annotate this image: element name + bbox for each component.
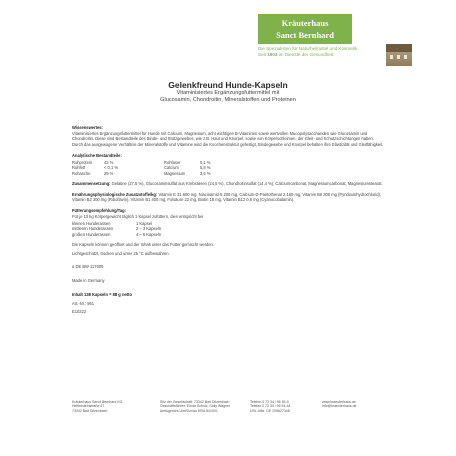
table-cell: 42 % <box>104 159 114 165</box>
building-window <box>397 55 400 59</box>
table-cell: kleinen Hunderassen <box>72 220 111 226</box>
table-cell: Rohasche <box>72 170 91 176</box>
footer-line: Kräuterhaus Sanct Bernhard KG <box>72 400 123 404</box>
table-cell: mittleren Hunderassen <box>72 226 114 232</box>
product-title: Gelenkfreund Hunde-Kapseln <box>168 80 288 90</box>
table-row <box>72 232 161 238</box>
table-row <box>72 171 210 177</box>
building-window <box>404 55 407 59</box>
table-cell: 5,8 % <box>200 165 211 171</box>
table-cell: großen Hunderassen <box>72 231 111 237</box>
analytic-table <box>72 160 210 177</box>
table-cell: Rohfaser <box>164 159 181 165</box>
slogan-line1: Die Spezialisten für Naturheilmittel und Kosmetik. <box>258 46 359 51</box>
fuetterung-table <box>72 221 161 238</box>
fuetterung-intro: Für je 10 kg Körpergewicht täglich 1 Kapsel zufüttern, dies entspricht bei <box>72 213 204 219</box>
hinweis-line: Die Kapseln können geöffnet und der Inhalt unter das Futter gemischt werden. <box>72 242 214 248</box>
zusatzstoffe-heading: Ernährungsphysiologische Zusatzstoffe/kg: <box>72 191 158 197</box>
made-in: Made in Germany <box>72 278 105 284</box>
table-cell: < 0,1 % <box>104 165 118 171</box>
brand-name-line1: Kräuterhaus <box>281 18 329 28</box>
zusammensetzung-text: Gelatine (27,5 %), Glucosaminsulfat aus Krebstieren (24,5 %), Chondroitinsulfat (14,4 %), Calciumcarbonat, Magnesiumcarbonat, Magnesiumstearat. <box>110 181 383 187</box>
table-cell: 3,6 % <box>200 170 211 176</box>
package-content: Inhalt 138 Kapseln = 88 g netto <box>72 291 132 297</box>
building-window <box>390 55 393 59</box>
slogan-service: im Dienste der Gesundheit. <box>277 51 335 57</box>
slogan-year: 1903 <box>267 51 278 57</box>
building-roof <box>386 44 412 52</box>
footer-web <box>322 400 357 409</box>
slogan-since: Seit <box>258 51 268 57</box>
table-cell: 1 Kapsel <box>136 220 152 226</box>
footer-line: Sitz der Gesellschaft: 73342 Bad Ditzenbach <box>160 400 230 404</box>
hinweis-line: Lichtgeschützt, trocken und unter 25 °C aufbewahren. <box>72 250 170 256</box>
footer-website-link[interactable]: www.kraeuterhaus.de <box>322 400 356 404</box>
fuetterung-heading: Fütterungsempfehlung/Tag: <box>72 208 127 214</box>
footer-company-info <box>160 400 230 413</box>
analytic-heading: Analytische Bestandteile: <box>72 152 122 158</box>
subtitle-line: Glucosamin, Chondroitin, Mineralstoffen und Proteinen <box>160 97 296 103</box>
footer-contact <box>250 400 290 413</box>
table-cell: Magnesium <box>164 170 186 176</box>
table-cell: 29 % <box>104 170 114 176</box>
wissenswert-heading: Wissenswertes: <box>72 125 103 130</box>
footer-line: Telefax 0 73 34 / 96 54-44 <box>250 404 291 409</box>
table-cell: Rohfett <box>72 165 86 171</box>
brand-slogan <box>258 46 388 57</box>
zusatzstoffe-paragraph <box>72 192 384 203</box>
footer-address <box>72 400 122 413</box>
brand-logo <box>258 14 352 44</box>
footer-line: 73342 Bad Ditzenbach <box>72 408 108 413</box>
footer-line: Telefon 0 73 34 / 96 54-0 <box>250 400 289 404</box>
footer-line: Amtsgericht Ulm/Donau HRA 541001 <box>160 408 218 413</box>
footer-line: Geschäftsführer: Elmar Schulz, Sally Wagner <box>160 404 231 409</box>
product-subtitle <box>0 90 456 104</box>
product-code: E10222 <box>72 309 87 315</box>
registration-number: α DE BW 117005 <box>72 264 104 270</box>
footer-line: Helfensteinstraße 47 <box>72 404 105 409</box>
article-number: Art.-Nr.: 961 <box>72 300 95 306</box>
footer-email-link[interactable]: info@kraeuterhaus.de <box>322 404 357 409</box>
table-cell: 4 – 6 Kapseln <box>136 231 162 237</box>
subtitle-line: Vitaminisiertes Ergänzungsfuttermittel mit <box>176 90 280 96</box>
footer-line: USt.-IdNr. DE 205827348 <box>250 408 290 413</box>
table-cell: 2 – 3 Kapseln <box>136 226 162 232</box>
brand-name-line2: Sanct Bernhard <box>276 30 334 40</box>
table-cell: 0,1 % <box>200 159 211 165</box>
wissenswert-text: Vitaminisiertes Ergänzungsfuttermittel für Hunde mit Calcium, Magnesium, acht wichtigen B-Vitaminen sowie wertvollen Mucopolysacchariden wie Glucosamin und Chondroitin. Diese sind Bestandteile des Binde- und Stützgewebes, wie z.B. Haut und Knorpel, sowie von Körperschleimen, der Gleit- und Schutzschichtungen haben. Durch das ausgewogene Verhältnis der Mineralstoffe und Vitamine wird die Knochenstruktur gefestigt, Bindegewebe und Knorpel behalten ihre Elastizität und Gleitfähigkeit. <box>72 130 384 148</box>
zusammensetzung-heading: Zusammensetzung: <box>72 181 111 187</box>
zusatzstoffe-text: Vitamin E 31.600 mg, Niacinamid 5.200 mg, Calcium-D-Pantothenat 2.160 mg, Vitamin B6 300 mg (Pyridoxinhydrochlorid), Vitamin B2 300 mg (Riboflavin), Vitamin B1 400 mg, Folsäure 22 mg, Biotin 18 mg, Vitamin B12 0,9 mg (Cyanocobalamin). <box>72 191 382 203</box>
building-image <box>386 44 412 66</box>
footer <box>72 400 384 420</box>
zusammensetzung-paragraph <box>72 181 384 187</box>
slogan-line2 <box>258 52 388 58</box>
table-cell: Calcium <box>164 165 179 171</box>
label-content <box>72 125 384 315</box>
table-cell: Rohprotein <box>72 159 93 165</box>
